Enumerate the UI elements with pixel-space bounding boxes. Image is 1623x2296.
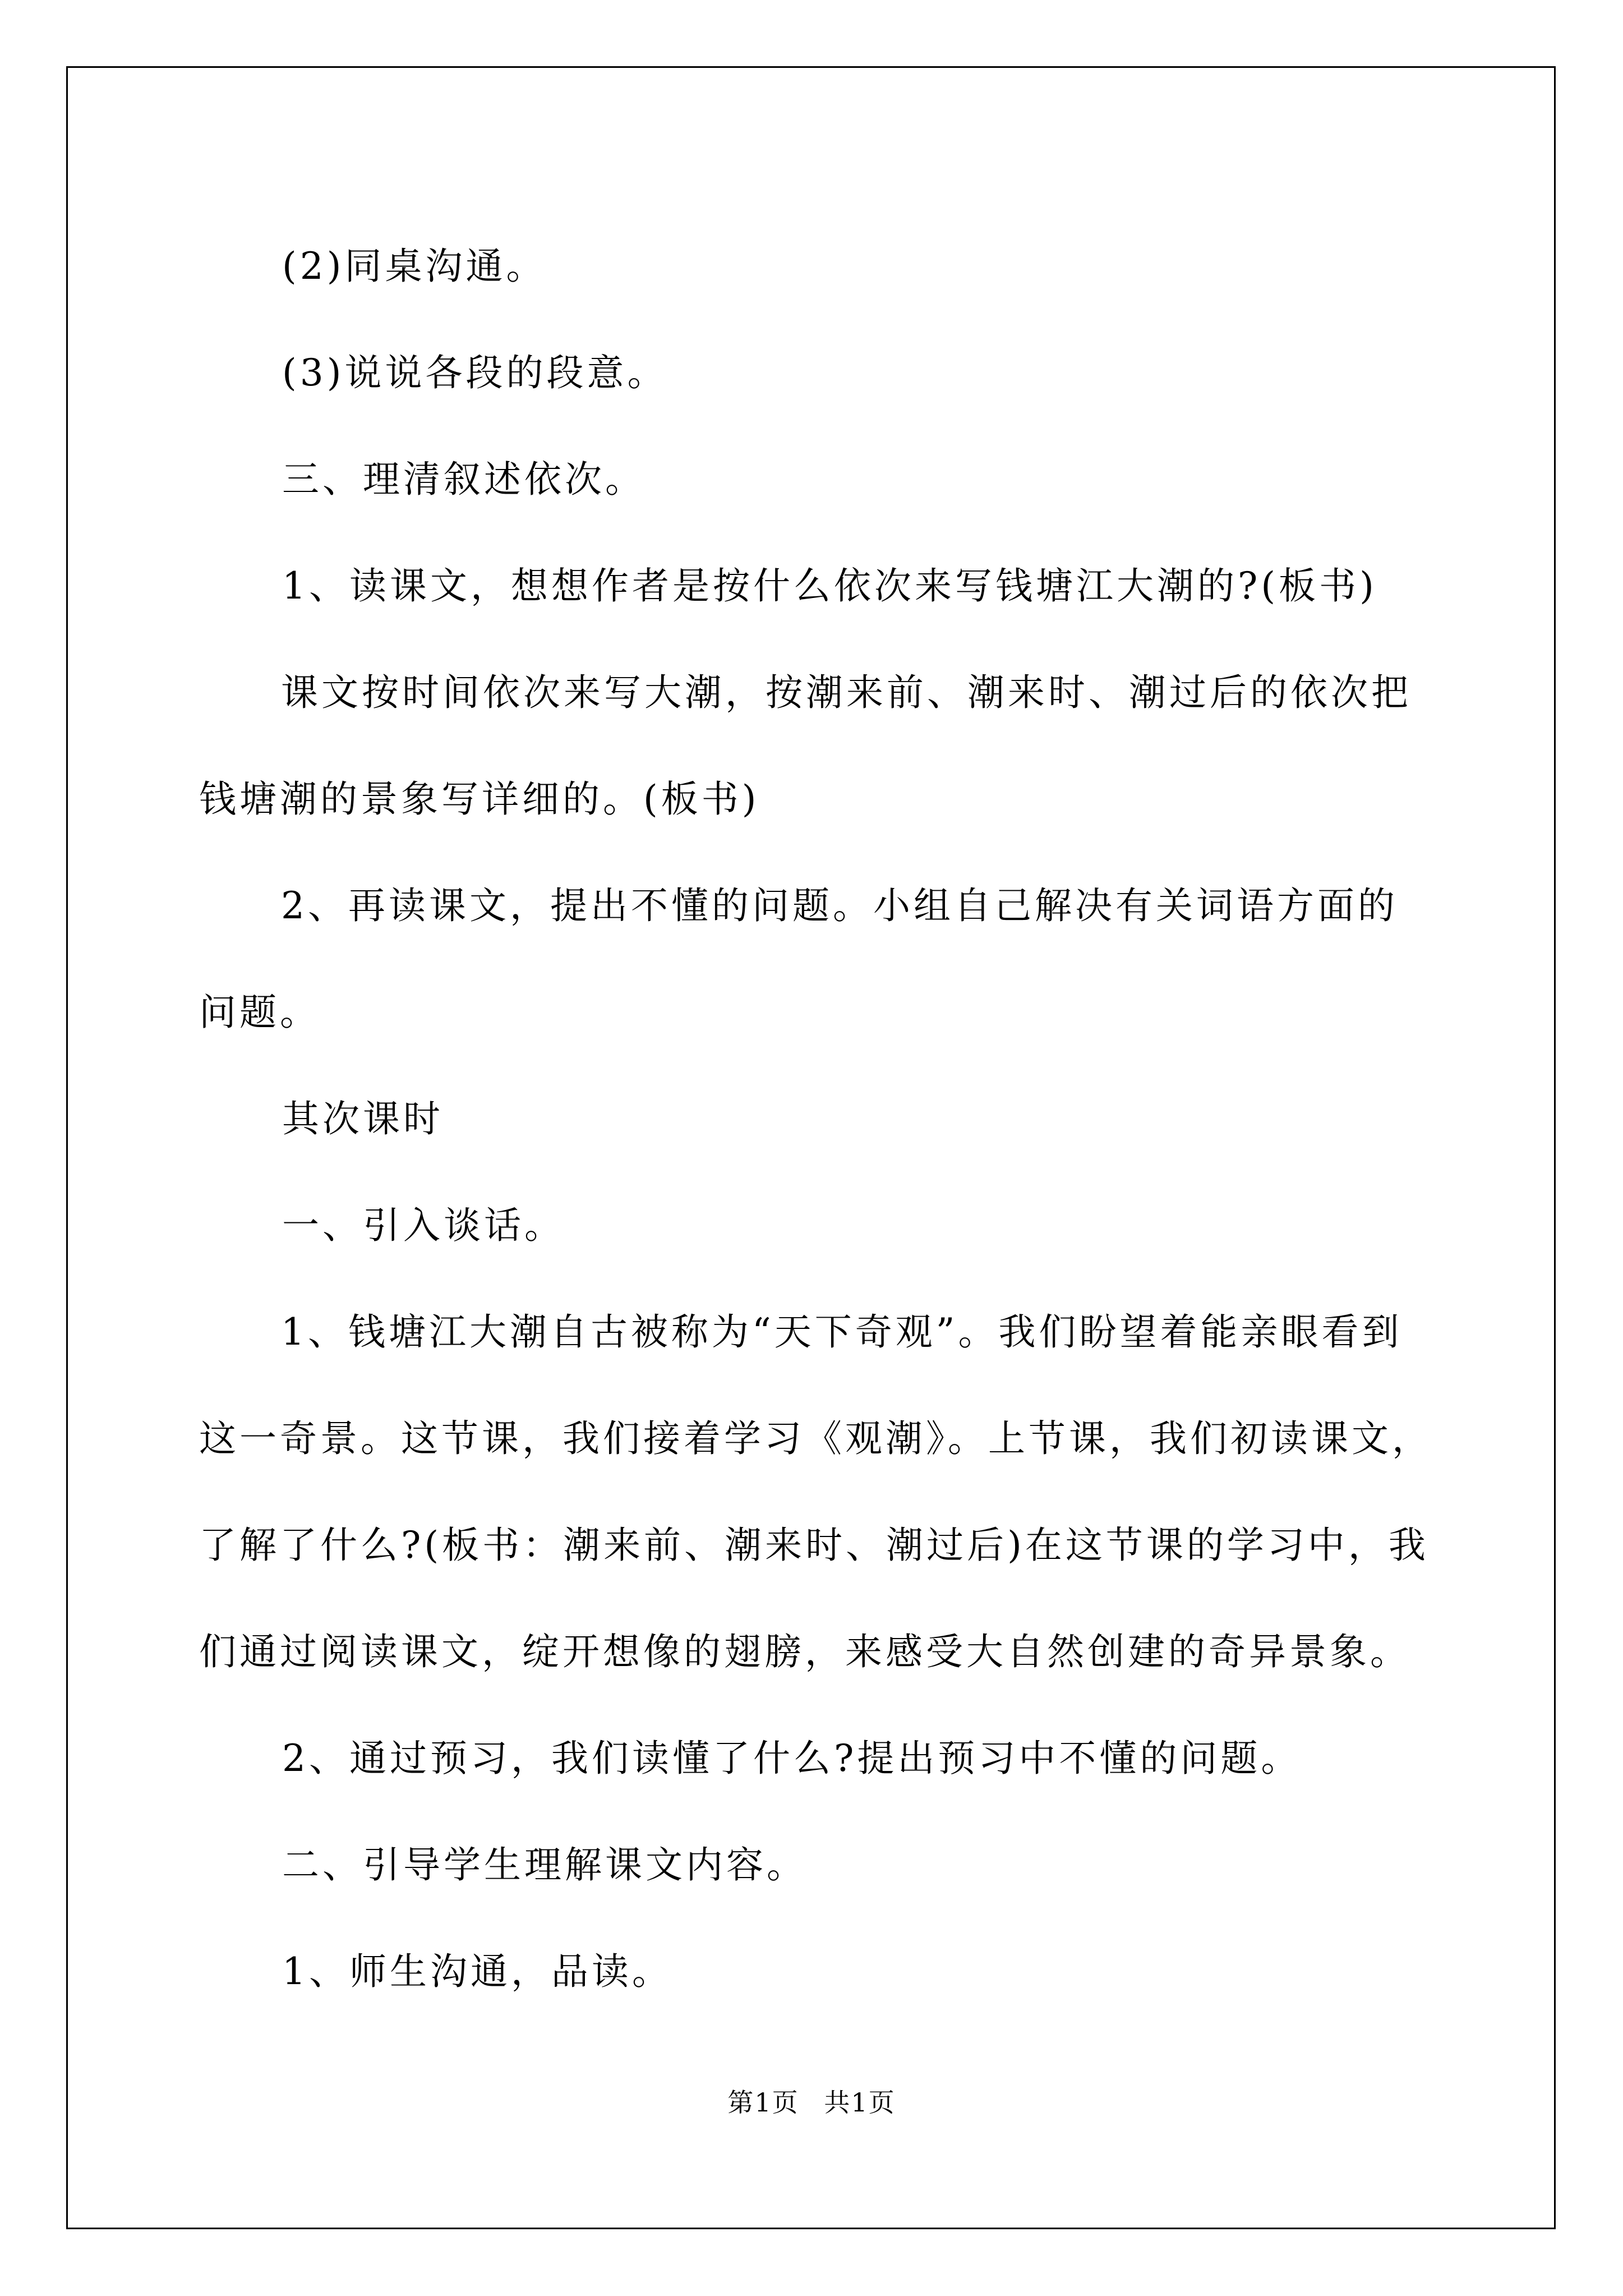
paragraph-10: 2、通过预习，我们读懂了什么?提出预习中不懂的问题。 (282, 1737, 1302, 1780)
page-total: 共1页 (824, 2087, 896, 2118)
paragraph-8: 一、引入谈话。 (282, 1204, 565, 1247)
paragraph-4: 1、读课文，想想作者是按什么依次来写钱塘江大潮的?(板书) (282, 564, 1377, 608)
paragraph-6: 2、再读课文，提出不懂的问题。小组自己解决有关词语方面的问题。 (199, 884, 1398, 1034)
paragraph-12: 1、师生沟通，品读。 (282, 1950, 672, 1993)
paragraph-7: 其次课时 (282, 1097, 444, 1140)
paragraph-3: 三、理清叙述依次。 (282, 458, 645, 501)
paragraph-2: (3)说说各段的段意。 (282, 351, 668, 394)
paragraph-5: 课文按时间依次来写大潮，按潮来前、潮来时、潮过后的依次把钱塘潮的景象写详细的。(板书) (199, 671, 1412, 821)
document-body (200, 213, 1434, 2025)
page-number: 第1页 (727, 2087, 799, 2118)
page-footer (0, 2082, 1623, 2119)
paragraph-9: 1、钱塘江大潮自古被称为“天下奇观”。我们盼望着能亲眼看到这一奇景。这节课，我们接着学习《观潮》。上节课，我们初读课文，了解了什么?(板书：潮来前、潮来时、潮过后)在这节课的学习中，我们通过阅读课文，绽开想像的翅膀，来感受大自然创建的奇异景象。 (199, 1310, 1432, 1673)
paragraph-11: 二、引导学生理解课文内容。 (282, 1843, 807, 1887)
paragraph-1: (2)同桌沟通。 (282, 245, 547, 288)
